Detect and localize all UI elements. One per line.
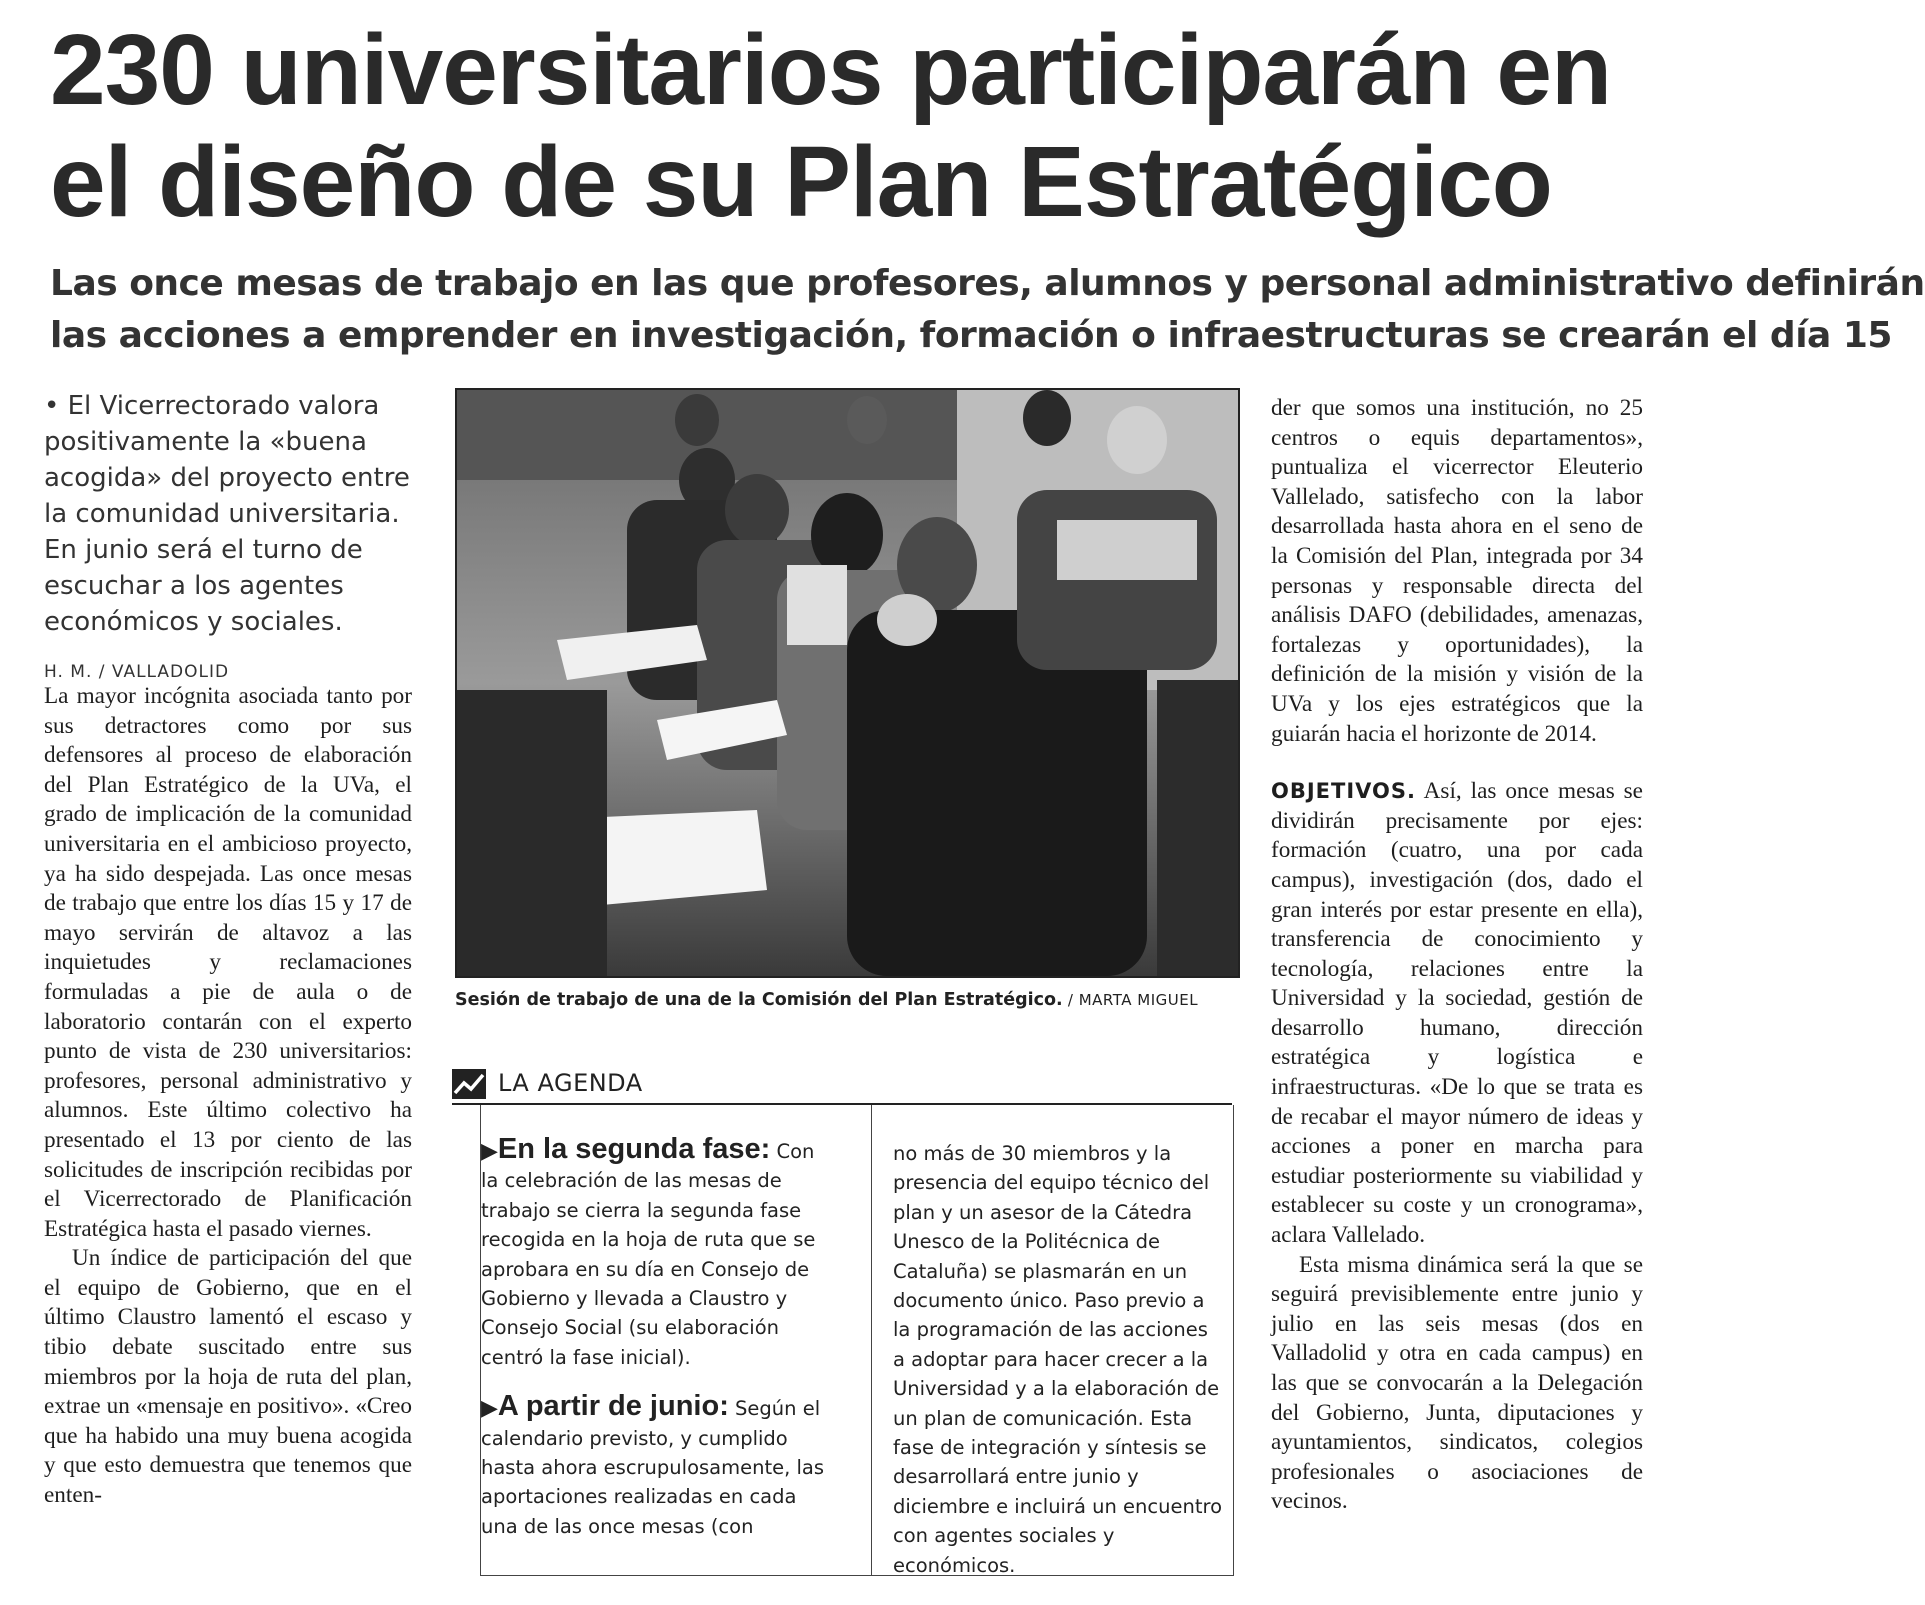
right-column: [1271, 394, 1643, 1517]
body-paragraph-5: Esta misma dinámica será la que se seguirá previsiblemente entre junio y julio en las seis mesas (dos en Valladolid y otra en cada campus) en las que se convocarán a la Delegación del Gobierno, Junta, diputaciones y ayuntamientos, sindicatos, colegios profesionales o asociaciones de vecinos.: [1271, 1251, 1643, 1515]
photo-caption-text: Sesión de trabajo de una de la Comisión del Plan Estratégico.: [455, 990, 1063, 1010]
agenda-header: [452, 1065, 1232, 1105]
agenda-column-2: [893, 1139, 1223, 1580]
subheadline: [50, 258, 1925, 362]
agenda-item-2-text: Según el calendario previsto, y cumplido hasta ahora escrupulosamente, las aportaciones realizadas en cada una de las once mesas (con: [481, 1397, 825, 1538]
subheadline-line-1: Las once mesas de trabajo en las que profesores, alumnos y personal administrativo definirán: [50, 263, 1925, 304]
agenda-box: [480, 1105, 1234, 1576]
body-paragraph-3: der que somos una institución, no 25 centros o equis departamentos», puntualiza el vicerrector Eleuterio Vallelado, satisfecho con la labor desarrollada hasta ahora en el seno de la Comisión del Plan, integrada por 34 personas y responsable directa del análisis DAFO (debilidades, amenazas, fortalezas y oportunidades), la definición de la misión y visión de la UVa y los ejes estratégicos que la guiarán hacia el horizonte de 2014.: [1271, 395, 1643, 747]
agenda-item-2: [481, 1392, 831, 1541]
agenda-column-1: [481, 1135, 831, 1541]
body-paragraph-4-text: Así, las once mesas se dividirán precisamente por ejes: formación (cuatro, una por cada campus), investigación (dos, dado el gran interés por estar presente en ella), transferencia de conocimiento y tecnología, relaciones entre la Universidad y la sociedad, gestión de desarrollo humano, dirección estratégica y logística e infraestructuras. «De lo que se trata es de recabar el mayor número de ideas y acciones a poner en marcha para estudiar posteriormente su viabilidad y establecer su coste y un cronograma», aclara Vallelado.: [1271, 778, 1643, 1249]
body-paragraph-4: [1271, 777, 1643, 1251]
meeting-photo-illustration: [457, 390, 1238, 976]
subheadline-line-2: las acciones a emprender en investigación, formación o infraestructuras se crearán el día 15: [50, 315, 1892, 356]
agenda-item-1-lead: En la segunda fase:: [497, 1133, 771, 1165]
left-column: [44, 388, 412, 1511]
objetivos-subheading: OBJETIVOS.: [1271, 779, 1416, 804]
body-paragraph-1: La mayor incógnita asociada tanto por sus detractores como por sus defensores al proceso de elaboración del Plan Estratégico de la UVa, el grado de implicación de la comunidad universitaria en el ambicioso proyecto, ya ha sido despejada. Las once mesas de trabajo que entre los días 15 y 17 de mayo servirán de altavoz a las inquietudes y reclamaciones formuladas a pie de aula o de laboratorio contarán con el experto punto de vista de 230 universitarios: profesores, personal administrativo y alumnos. Este último colectivo ha presentado el 13 por ciento de las solicitudes de inscripción recibidas por el Vicerrectorado de Planificación Estratégica hasta el pasado viernes.: [44, 683, 412, 1242]
photo-credit: / MARTA MIGUEL: [1062, 991, 1199, 1009]
agenda-item-1: [481, 1135, 831, 1372]
lead-summary: • El Vicerrectorado valora positivamente la «buena acogida» del proyecto entre la comunidad universitaria. En junio será el turno de escuchar a los agentes económicos y sociales.: [44, 391, 410, 637]
trend-chart-icon: [452, 1069, 486, 1099]
triangle-bullet-icon: ▶: [481, 1139, 498, 1164]
triangle-bullet-icon: ▶: [481, 1396, 498, 1422]
agenda-column-divider: [871, 1105, 872, 1575]
body-paragraph-2: Un índice de participación del que el equipo de Gobierno, que en el último Claustro lamentó el escaso y tibio debate suscitado entre sus miembros por la hoja de ruta del plan, extrae un «mensaje en positivo». «Creo que ha habido una muy buena acogida y que esto demuestra que tenemos que enten-: [44, 1245, 412, 1509]
agenda-item-1-text: Con la celebración de las mesas de trabajo se cierra la segunda fase recogida en la hoja de ruta que se aprobara en su día en Consejo de Gobierno y llevada a Claustro y Consejo Social (su elaboración centró la fase inicial).: [481, 1140, 816, 1369]
headline: [50, 14, 1650, 238]
agenda-item-2-lead: A partir de junio:: [497, 1390, 729, 1423]
headline-line-1: 230 universitarios participarán en: [50, 14, 1612, 126]
headline-line-2: el diseño de su Plan Estratégico: [50, 126, 1552, 238]
agenda-title: LA AGENDA: [498, 1069, 643, 1097]
news-photo: [455, 388, 1240, 978]
photo-caption: [455, 990, 1255, 1010]
byline: H. M. / VALLADOLID: [44, 662, 230, 682]
agenda-item-2-continuation: no más de 30 miembros y la presencia del equipo técnico del plan y un asesor de la Cátedra Unesco de la Politécnica de Cataluña) se plasmarán en un documento único. Paso previo a la programación de las acciones a adoptar para hacer crecer a la Universidad y a la elaboración de un plan de comunicación. Esta fase de integración y síntesis se desarrollará entre junio y diciembre e incluirá un encuentro con agentes sociales y económicos.: [893, 1142, 1223, 1577]
